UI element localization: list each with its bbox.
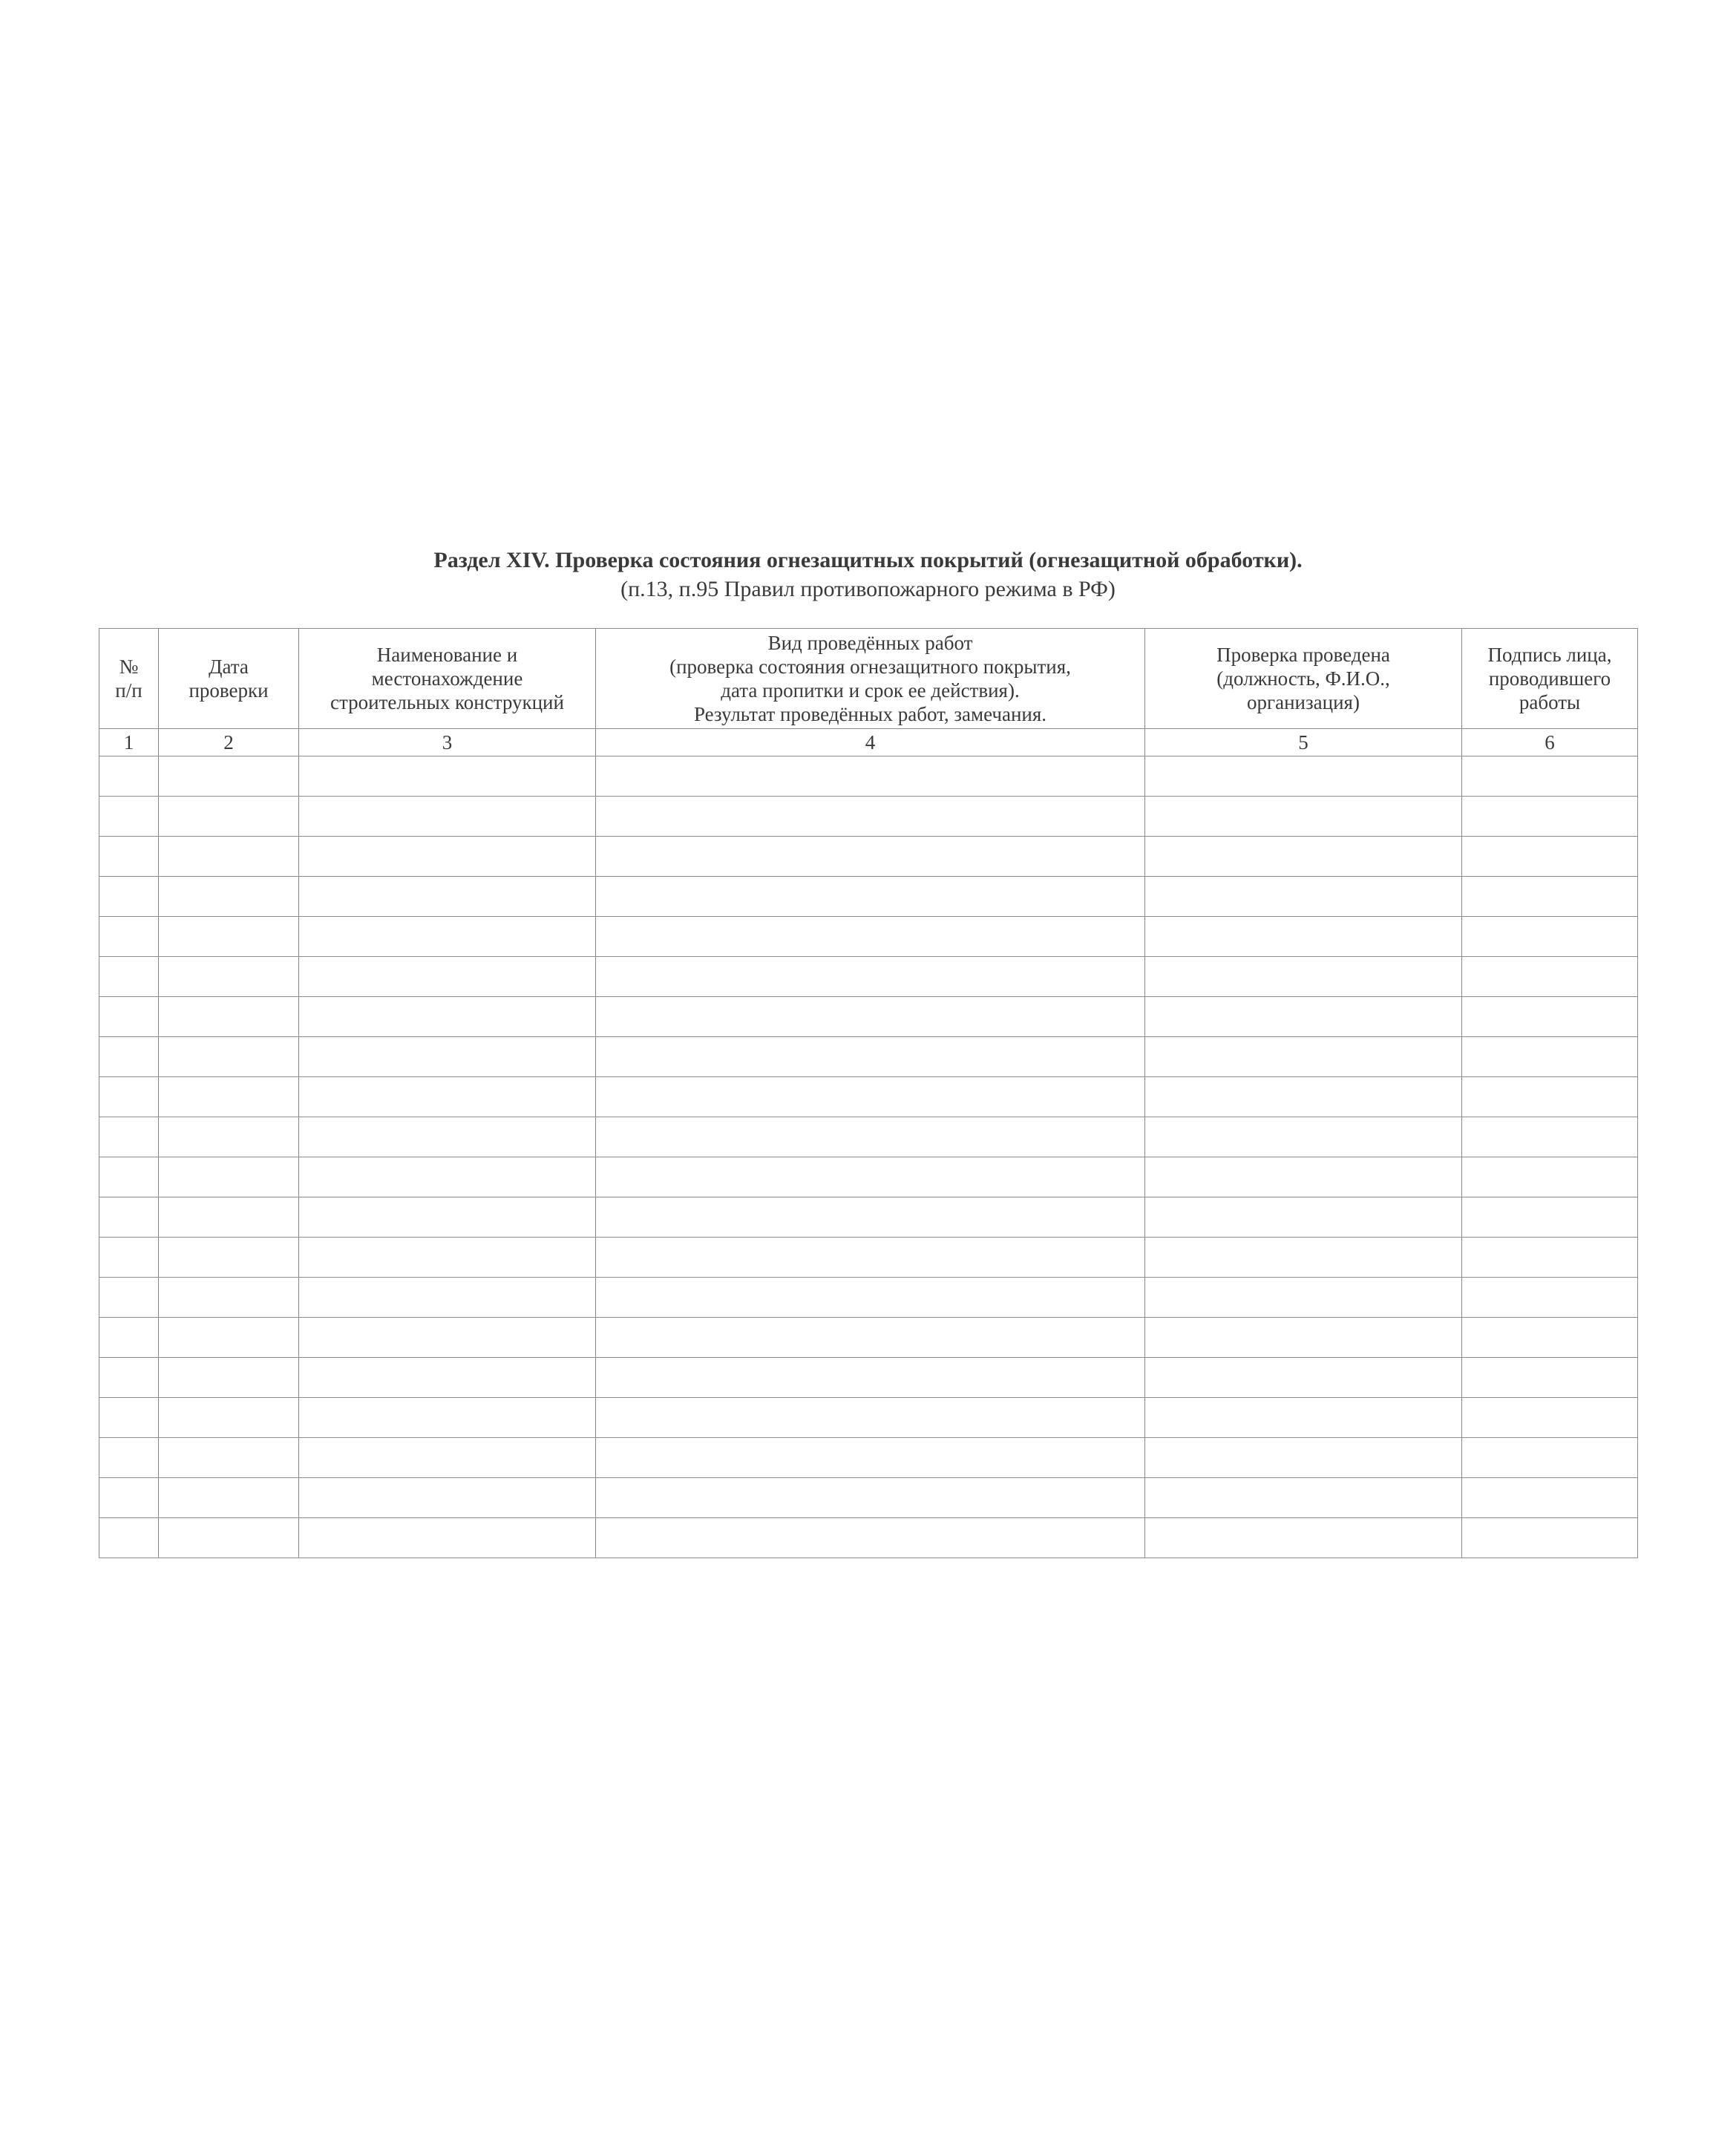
table-row (99, 1478, 1638, 1518)
table-cell[interactable] (1145, 1197, 1462, 1238)
header-line: проводившего (1488, 667, 1611, 690)
table-row (99, 917, 1638, 957)
column-number: 2 (159, 729, 299, 756)
header-line: № (119, 656, 139, 678)
table-cell[interactable] (159, 1197, 299, 1238)
table-cell[interactable] (299, 1117, 596, 1157)
table-cell[interactable] (1145, 1077, 1462, 1117)
table-cell[interactable] (1462, 1238, 1638, 1278)
table-cell[interactable] (299, 797, 596, 837)
table-cell[interactable] (159, 837, 299, 877)
table-row (99, 797, 1638, 837)
column-number: 5 (1145, 729, 1462, 756)
header-line: (должность, Ф.И.О., (1216, 667, 1390, 690)
header-line: местонахождение (371, 667, 523, 690)
table-cell[interactable] (596, 1197, 1145, 1238)
header-line: Результат проведённых работ, замечания. (693, 703, 1047, 725)
table-cell[interactable] (159, 1117, 299, 1157)
table-cell[interactable] (159, 1238, 299, 1278)
table-cell[interactable] (159, 1438, 299, 1478)
table-cell[interactable] (299, 917, 596, 957)
table-cell[interactable] (159, 997, 299, 1037)
table-cell[interactable] (99, 756, 159, 797)
table-cell[interactable] (99, 877, 159, 917)
header-cell-inspector (1145, 629, 1462, 729)
table-cell[interactable] (596, 1518, 1145, 1558)
table-row (99, 1238, 1638, 1278)
table-cell[interactable] (1145, 1438, 1462, 1478)
header-line: Вид проведённых работ (767, 632, 973, 654)
table-body (99, 756, 1638, 1558)
table-cell[interactable] (1145, 1278, 1462, 1318)
table-cell[interactable] (299, 1518, 596, 1558)
table-row (99, 1318, 1638, 1358)
table-cell[interactable] (299, 1157, 596, 1197)
table-cell[interactable] (1145, 1398, 1462, 1438)
table-cell[interactable] (159, 1077, 299, 1117)
section-heading (0, 546, 1736, 604)
table-cell[interactable] (299, 837, 596, 877)
header-line: п/п (115, 679, 143, 702)
header-cell-number (99, 629, 159, 729)
table-cell[interactable] (99, 1157, 159, 1197)
header-cell-structures (299, 629, 596, 729)
column-number: 6 (1462, 729, 1638, 756)
table-row (99, 1438, 1638, 1478)
header-line: работы (1519, 691, 1581, 713)
table-row (99, 1077, 1638, 1117)
header-line: Проверка проведена (1216, 644, 1390, 666)
table-cell[interactable] (1462, 1318, 1638, 1358)
table-cell[interactable] (299, 756, 596, 797)
table-cell[interactable] (1462, 756, 1638, 797)
table-cell[interactable] (159, 1398, 299, 1438)
table-cell[interactable] (596, 1358, 1145, 1398)
header-cell-signature (1462, 629, 1638, 729)
table-cell[interactable] (159, 1278, 299, 1318)
section-subtitle: (п.13, п.95 Правил противопожарного режима в РФ) (620, 577, 1116, 601)
table-cell[interactable] (299, 877, 596, 917)
table-cell[interactable] (1462, 1117, 1638, 1157)
table-cell[interactable] (1145, 1157, 1462, 1197)
table-row (99, 1037, 1638, 1077)
table-row (99, 877, 1638, 917)
table-cell[interactable] (1462, 1478, 1638, 1518)
table-row (99, 1117, 1638, 1157)
header-line: организация) (1247, 691, 1360, 713)
table-cell[interactable] (1145, 1478, 1462, 1518)
table-cell[interactable] (596, 1238, 1145, 1278)
column-number: 3 (299, 729, 596, 756)
table-cell[interactable] (596, 1438, 1145, 1478)
table-cell[interactable] (596, 1278, 1145, 1318)
table-cell[interactable] (159, 957, 299, 997)
table-cell[interactable] (99, 917, 159, 957)
table-cell[interactable] (1462, 957, 1638, 997)
column-number: 4 (596, 729, 1145, 756)
table-cell[interactable] (596, 797, 1145, 837)
table-cell[interactable] (1145, 756, 1462, 797)
header-row (99, 629, 1638, 729)
table-cell[interactable] (299, 1318, 596, 1358)
table-cell[interactable] (1145, 997, 1462, 1037)
table-cell[interactable] (99, 837, 159, 877)
table-cell[interactable] (1145, 1037, 1462, 1077)
table-cell[interactable] (1145, 837, 1462, 877)
table-row (99, 756, 1638, 797)
table-cell[interactable] (159, 756, 299, 797)
table-row (99, 1518, 1638, 1558)
table-cell[interactable] (1145, 1358, 1462, 1398)
table-cell[interactable] (299, 1358, 596, 1398)
header-cell-work-type (596, 629, 1145, 729)
table-cell[interactable] (299, 1438, 596, 1478)
table-row (99, 1278, 1638, 1318)
table-row (99, 957, 1638, 997)
table-cell[interactable] (159, 1037, 299, 1077)
table-cell[interactable] (99, 997, 159, 1037)
table-cell[interactable] (1462, 1037, 1638, 1077)
table-cell[interactable] (596, 1318, 1145, 1358)
table-cell[interactable] (596, 1478, 1145, 1518)
table-cell[interactable] (596, 1037, 1145, 1077)
table-cell[interactable] (1462, 997, 1638, 1037)
header-line: Дата (209, 656, 249, 678)
table-cell[interactable] (1145, 1117, 1462, 1157)
table-cell[interactable] (99, 1037, 159, 1077)
table-cell[interactable] (99, 1238, 159, 1278)
table-row (99, 1197, 1638, 1238)
header-line: Наименование и (376, 644, 518, 666)
table-cell[interactable] (99, 1117, 159, 1157)
table-row (99, 1358, 1638, 1398)
table-cell[interactable] (596, 957, 1145, 997)
table-cell[interactable] (1145, 957, 1462, 997)
table-row (99, 1398, 1638, 1438)
table-cell[interactable] (1462, 797, 1638, 837)
table-cell[interactable] (1462, 1197, 1638, 1238)
table-cell[interactable] (1462, 1157, 1638, 1197)
table-cell[interactable] (99, 1438, 159, 1478)
table-cell[interactable] (99, 1278, 159, 1318)
table-cell[interactable] (1462, 1278, 1638, 1318)
table-cell[interactable] (596, 1117, 1145, 1157)
table-cell[interactable] (159, 877, 299, 917)
table-cell[interactable] (159, 1518, 299, 1558)
table-cell[interactable] (1145, 797, 1462, 837)
table-cell[interactable] (99, 797, 159, 837)
table-cell[interactable] (1462, 1358, 1638, 1398)
table-cell[interactable] (1462, 837, 1638, 877)
table-cell[interactable] (299, 1197, 596, 1238)
table-cell[interactable] (99, 1398, 159, 1438)
table-cell[interactable] (1462, 1438, 1638, 1478)
table-cell[interactable] (159, 797, 299, 837)
table-cell[interactable] (99, 1358, 159, 1398)
table-cell[interactable] (99, 1478, 159, 1518)
header-line: (проверка состояния огнезащитного покрытия, (669, 656, 1071, 678)
table-row (99, 1157, 1638, 1197)
header-line: строительных конструкций (330, 691, 564, 713)
header-line: дата пропитки и срок ее действия). (721, 679, 1020, 702)
section-title: Раздел XIV. Проверка состояния огнезащитных покрытий (огнезащитной обработки). (433, 548, 1303, 572)
table-cell[interactable] (1462, 877, 1638, 917)
table-cell[interactable] (299, 1077, 596, 1117)
table-cell[interactable] (299, 1398, 596, 1438)
table-cell[interactable] (1145, 917, 1462, 957)
table-cell[interactable] (299, 1238, 596, 1278)
table-cell[interactable] (596, 1077, 1145, 1117)
table-cell[interactable] (99, 1197, 159, 1238)
table-cell[interactable] (1145, 1318, 1462, 1358)
table-cell[interactable] (1145, 1518, 1462, 1558)
table-row (99, 997, 1638, 1037)
table-cell[interactable] (299, 957, 596, 997)
inspection-table (99, 628, 1638, 1558)
table-cell[interactable] (159, 1318, 299, 1358)
table-cell[interactable] (1462, 1398, 1638, 1438)
table-cell[interactable] (159, 917, 299, 957)
table-cell[interactable] (159, 1157, 299, 1197)
table-cell[interactable] (596, 877, 1145, 917)
table-cell[interactable] (596, 837, 1145, 877)
table-cell[interactable] (159, 1478, 299, 1518)
table-cell[interactable] (596, 756, 1145, 797)
table-cell[interactable] (99, 1077, 159, 1117)
table-cell[interactable] (596, 997, 1145, 1037)
table-cell[interactable] (99, 1518, 159, 1558)
table-cell[interactable] (99, 957, 159, 997)
table-cell[interactable] (1462, 917, 1638, 957)
table-cell[interactable] (1462, 1518, 1638, 1558)
table-cell[interactable] (159, 1358, 299, 1398)
table-cell[interactable] (99, 1318, 159, 1358)
table-cell[interactable] (299, 1478, 596, 1518)
table-cell[interactable] (596, 917, 1145, 957)
table-cell[interactable] (299, 1037, 596, 1077)
header-cell-date (159, 629, 299, 729)
table-cell[interactable] (596, 1157, 1145, 1197)
table-cell[interactable] (1145, 877, 1462, 917)
column-number-row (99, 729, 1638, 756)
header-line: Подпись лица, (1487, 644, 1612, 666)
table-cell[interactable] (299, 997, 596, 1037)
table-cell[interactable] (299, 1278, 596, 1318)
column-number: 1 (99, 729, 159, 756)
table-cell[interactable] (1145, 1238, 1462, 1278)
header-line: проверки (189, 679, 269, 702)
table-row (99, 837, 1638, 877)
table-cell[interactable] (596, 1398, 1145, 1438)
table-cell[interactable] (1462, 1077, 1638, 1117)
